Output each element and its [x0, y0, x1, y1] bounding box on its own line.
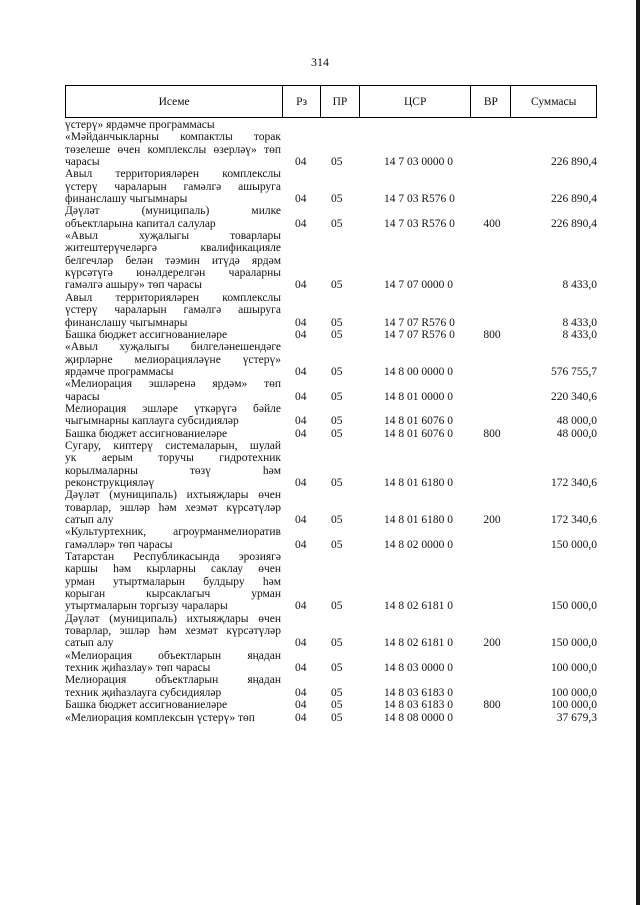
- row-rz: 04: [295, 279, 307, 292]
- row-name: [65, 428, 283, 440]
- table-row: [65, 428, 597, 440]
- row-pr: 05: [331, 600, 343, 613]
- row-name-line: финанслашу чыгымнары: [65, 316, 188, 329]
- row-name: [65, 403, 283, 428]
- table-row: [65, 230, 597, 292]
- table-row: [65, 292, 597, 329]
- row-rz: 04: [295, 217, 307, 230]
- row-pr: 05: [331, 316, 343, 329]
- row-name-line: Башка бюджет ассигнованиеләре: [65, 328, 228, 341]
- row-name: [65, 712, 283, 724]
- table-row: [65, 440, 597, 489]
- row-rz: 04: [295, 427, 307, 440]
- row-name-line: Дәүләт (муниципаль) ихтыяҗлары өчен: [65, 612, 281, 625]
- row-name-line: реконструкцияләү: [65, 476, 155, 489]
- row-name-line: товарлар, эшләр һәм хезмәт күрсәтүләр: [65, 501, 281, 514]
- row-name-line: «Авыл хуҗалыгы билгеләнешендәге: [65, 341, 281, 354]
- row-name: [65, 674, 283, 699]
- row-rz: 04: [295, 193, 307, 206]
- row-name-line: күрсәтүгә юнәлдерелгән чараларны: [65, 267, 281, 280]
- row-csr: 14 8 03 6183 0: [384, 699, 453, 712]
- row-pr: 05: [331, 514, 343, 526]
- row-name-line: «Авыл хуҗалыгы товарлары: [65, 230, 281, 243]
- row-name: [65, 205, 283, 230]
- table-row: [65, 378, 597, 403]
- row-sum: 100 000,0: [551, 686, 597, 699]
- row-name-line: Авыл территорияләрен комплекслы: [65, 168, 281, 181]
- row-pr: 05: [331, 711, 343, 724]
- row-sum: 226 890,4: [551, 156, 597, 169]
- column-header-vr: ВР: [471, 86, 511, 117]
- row-sum: 37 679,3: [556, 711, 597, 724]
- row-name: [65, 440, 283, 489]
- column-header-csr: ЦСР: [360, 86, 472, 117]
- table-row: [65, 489, 597, 526]
- row-pr: 05: [331, 217, 343, 230]
- row-rz: 04: [295, 538, 307, 551]
- row-rz: 04: [295, 662, 307, 675]
- row-csr: 14 8 03 0000 0: [384, 662, 453, 675]
- row-name-line: Башка бюджет ассигнованиеләре: [65, 699, 228, 712]
- table-row: [65, 329, 597, 341]
- row-name: [65, 292, 283, 329]
- row-csr: 14 8 01 0000 0: [384, 390, 453, 403]
- row-sum: 8 433,0: [562, 279, 597, 292]
- table-row: [65, 526, 597, 551]
- row-csr: 14 7 07 R576 0: [384, 316, 455, 329]
- row-name-line: Мелиорация объектларын яңадан: [65, 674, 281, 687]
- row-rz: 04: [295, 415, 307, 428]
- row-name-line: чарасы: [65, 390, 100, 403]
- budget-table-body: [65, 119, 597, 724]
- row-name: [65, 131, 283, 168]
- table-row: [65, 168, 597, 205]
- row-name-line: корылмаларны төзү һәм: [65, 464, 281, 477]
- row-name-line: җирләрне мелиорацияләүне үстерү»: [65, 353, 281, 366]
- row-name: [65, 551, 283, 613]
- row-pr: 05: [331, 193, 343, 206]
- row-rz: 04: [295, 156, 307, 169]
- row-rz: 04: [295, 365, 307, 378]
- table-row: [65, 341, 597, 378]
- row-vr: 800: [483, 699, 501, 712]
- row-name-line: Дәүләт (муниципаль) ихтыяҗлары өчен: [65, 489, 281, 502]
- row-name-line: гамәлләр» төп чарасы: [65, 538, 173, 551]
- row-name-line: Сугару, киптерү системаларын, шулай: [65, 439, 281, 452]
- row-name: [65, 119, 283, 131]
- row-name-line: үстерү чараларын гамәлгә ашыруга: [65, 180, 281, 193]
- row-vr: 200: [483, 514, 501, 526]
- row-pr: 05: [331, 427, 343, 440]
- row-csr: 14 8 01 6076 0: [384, 415, 453, 428]
- table-header: [65, 85, 597, 118]
- row-vr: 800: [483, 328, 501, 341]
- column-header-pr: ПР: [321, 86, 360, 117]
- row-pr: 05: [331, 699, 343, 712]
- row-sum: 48 000,0: [556, 415, 597, 428]
- row-name-line: сатып алу: [65, 637, 114, 650]
- row-sum: 226 890,4: [551, 217, 597, 230]
- row-name-line: каршы һәм кырларны саклау өчен: [65, 563, 281, 576]
- row-name-line: Башка бюджет ассигнованиеләре: [65, 427, 228, 440]
- row-name-line: сатып алу: [65, 514, 114, 526]
- row-csr: 14 8 03 6183 0: [384, 686, 453, 699]
- row-sum: 150 000,0: [551, 538, 597, 551]
- row-name: [65, 489, 283, 526]
- row-vr: 200: [483, 637, 501, 650]
- row-pr: 05: [331, 415, 343, 428]
- table-row: [65, 551, 597, 613]
- row-name-line: Мелиорация эшләре үткәрүгә бәйле: [65, 402, 281, 415]
- row-sum: 8 433,0: [562, 328, 597, 341]
- row-name-line: «Мәйданчыкларны компактлы торак: [65, 131, 281, 144]
- row-name-line: Авыл территорияләрен комплекслы: [65, 291, 281, 304]
- row-sum: 8 433,0: [562, 316, 597, 329]
- row-rz: 04: [295, 686, 307, 699]
- row-rz: 04: [295, 328, 307, 341]
- row-pr: 05: [331, 662, 343, 675]
- row-pr: 05: [331, 637, 343, 650]
- row-csr: 14 8 02 6181 0: [384, 637, 453, 650]
- row-name-line: корыган кырсаклагыч урман: [65, 588, 281, 601]
- row-name-line: «Мелиорация объектларын яңадан: [65, 649, 281, 662]
- row-rz: 04: [295, 637, 307, 650]
- row-name: [65, 650, 283, 675]
- row-pr: 05: [331, 390, 343, 403]
- row-sum: 48 000,0: [556, 427, 597, 440]
- table-row: [65, 131, 597, 168]
- table-row: [65, 119, 597, 131]
- row-sum: 226 890,4: [551, 193, 597, 206]
- table-row: [65, 674, 597, 699]
- row-name-line: «Культуртехник, агроурманмелиоратив: [65, 526, 281, 539]
- row-vr: 800: [483, 427, 501, 440]
- row-name-line: объектларына капитал салулар: [65, 217, 216, 230]
- table-row: [65, 613, 597, 650]
- row-csr: 14 8 01 6180 0: [384, 514, 453, 526]
- row-rz: 04: [295, 476, 307, 489]
- row-rz: 04: [295, 600, 307, 613]
- row-csr: 14 8 00 0000 0: [384, 365, 453, 378]
- row-sum: 100 000,0: [551, 699, 597, 712]
- scan-edge: [636, 0, 640, 905]
- column-header-sum: Суммасы: [530, 95, 577, 108]
- row-name-line: үстерү чараларын гамәлгә ашыруга: [65, 304, 281, 317]
- row-name: [65, 699, 283, 711]
- row-sum: 100 000,0: [551, 662, 597, 675]
- row-csr: 14 7 03 R576 0: [384, 193, 455, 206]
- row-name-line: товарлар, эшләр һәм хезмәт күрсәтүләр: [65, 625, 281, 638]
- row-rz: 04: [295, 514, 307, 526]
- table-row: [65, 650, 597, 675]
- row-name-line: техник җиһазлауга субсидияләр: [65, 686, 222, 699]
- row-pr: 05: [331, 686, 343, 699]
- table-row: [65, 699, 597, 711]
- row-rz: 04: [295, 316, 307, 329]
- row-name-line: урман утыртмаларын булдыру һәм: [65, 575, 281, 588]
- row-name-line: чарасы: [65, 156, 100, 169]
- row-pr: 05: [331, 328, 343, 341]
- row-name-line: ярдәмче программасы: [65, 365, 174, 378]
- row-pr: 05: [331, 365, 343, 378]
- row-rz: 04: [295, 699, 307, 712]
- row-sum: 220 340,6: [551, 390, 597, 403]
- table-row: [65, 403, 597, 428]
- row-name-line: техник җиһазлау» төп чарасы: [65, 662, 211, 675]
- row-pr: 05: [331, 279, 343, 292]
- column-header-name: Исеме: [66, 86, 283, 117]
- row-csr: 14 7 07 R576 0: [384, 328, 455, 341]
- row-name: [65, 526, 283, 551]
- row-sum: 172 340,6: [551, 514, 597, 526]
- row-name-line: үстерү» ярдәмче программасы: [65, 119, 215, 131]
- row-sum: 576 755,7: [551, 365, 597, 378]
- row-name-line: белгечләр белән тәэмин итүдә ярдәм: [65, 254, 281, 267]
- row-sum: 172 340,6: [551, 476, 597, 489]
- row-csr: 14 8 01 6180 0: [384, 476, 453, 489]
- page-number: 314: [311, 55, 329, 69]
- row-name-line: Татарстан Республикасында эрозиягә: [65, 551, 281, 564]
- row-name: [65, 329, 283, 341]
- row-rz: 04: [295, 711, 307, 724]
- row-csr: 14 8 02 6181 0: [384, 600, 453, 613]
- row-pr: 05: [331, 476, 343, 489]
- row-name: [65, 230, 283, 292]
- row-sum: 150 000,0: [551, 600, 597, 613]
- row-name-line: чыгымнарны каплауга субсидияләр: [65, 415, 239, 428]
- row-csr: 14 7 03 0000 0: [384, 156, 453, 169]
- table-row: [65, 712, 597, 724]
- row-rz: 04: [295, 390, 307, 403]
- row-name-line: төзелеше өчен комплекслы өзерләү» төп: [65, 143, 281, 156]
- row-name: [65, 613, 283, 650]
- row-sum: 150 000,0: [551, 637, 597, 650]
- row-pr: 05: [331, 538, 343, 551]
- row-csr: 14 7 03 R576 0: [384, 217, 455, 230]
- row-name-line: финанслашу чыгымнары: [65, 193, 188, 206]
- column-header-rz: Рз: [283, 86, 321, 117]
- row-name: [65, 341, 283, 378]
- row-pr: 05: [331, 156, 343, 169]
- row-csr: 14 8 08 0000 0: [384, 711, 453, 724]
- row-name-line: «Мелиорация эшләренә ярдәм» төп: [65, 378, 281, 391]
- row-name-line: утыртмаларын торгызу чаралары: [65, 600, 228, 613]
- table-row: [65, 205, 597, 230]
- row-name-line: житештерүчеләргә квалификацияле: [65, 242, 281, 255]
- row-name: [65, 168, 283, 205]
- row-name-line: ук аерым торучы гидротехник: [65, 452, 281, 465]
- row-csr: 14 8 02 0000 0: [384, 538, 453, 551]
- row-csr: 14 7 07 0000 0: [384, 279, 453, 292]
- row-name-line: «Мелиорация комплексын үстерү» төп: [65, 711, 255, 724]
- row-vr: 400: [483, 217, 501, 230]
- row-csr: 14 8 01 6076 0: [384, 427, 453, 440]
- row-name-line: гамәлгә ашыру» төп чарасы: [65, 279, 202, 292]
- row-name: [65, 378, 283, 403]
- row-name-line: Дәүләт (муниципаль) милке: [65, 205, 281, 218]
